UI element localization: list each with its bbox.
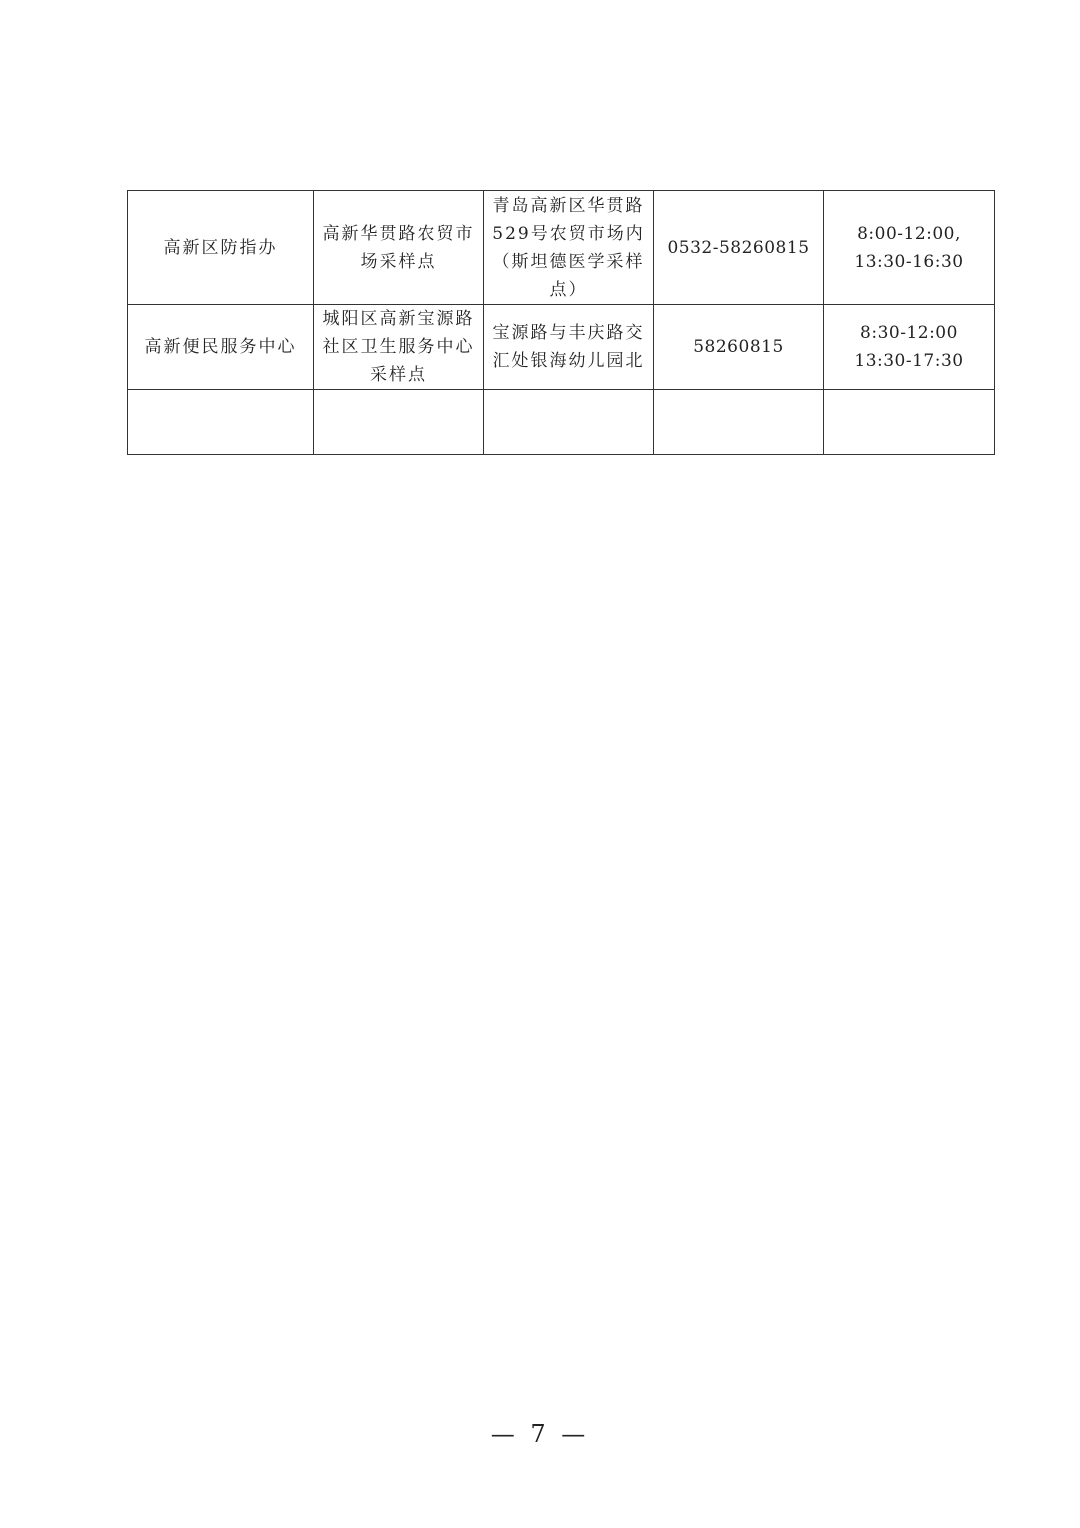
hours-line-2: 13:30-16:30 [854, 251, 964, 272]
sampling-sites-table [127, 190, 995, 455]
hours-cell [824, 390, 995, 455]
hours-line-2: 13:30-17:30 [854, 351, 964, 371]
address-cell: 青岛高新区华贯路529号农贸市场内（斯坦德医学采样点） [484, 191, 654, 305]
table-row [128, 305, 995, 390]
unit-cell [128, 390, 314, 455]
phone-cell: 0532-58260815 [654, 191, 824, 305]
address-cell [484, 390, 654, 455]
phone-cell: 58260815 [654, 305, 824, 390]
hours-line-1: 8:30-12:00 [860, 323, 958, 343]
hours-cell [824, 191, 995, 305]
address-cell: 宝源路与丰庆路交汇处银海幼儿园北 [484, 305, 654, 390]
site-cell: 城阳区高新宝源路社区卫生服务中心采样点 [314, 305, 484, 390]
table-row [128, 390, 995, 455]
site-cell [314, 390, 484, 455]
site-cell: 高新华贯路农贸市场采样点 [314, 191, 484, 305]
unit-cell: 高新便民服务中心 [128, 305, 314, 390]
hours-line-1: 8:00-12:00, [857, 223, 961, 244]
page-number: — 7 — [490, 1420, 590, 1448]
hours-cell [824, 305, 995, 390]
phone-cell [654, 390, 824, 455]
table-row [128, 191, 995, 305]
unit-cell: 高新区防指办 [128, 191, 314, 305]
